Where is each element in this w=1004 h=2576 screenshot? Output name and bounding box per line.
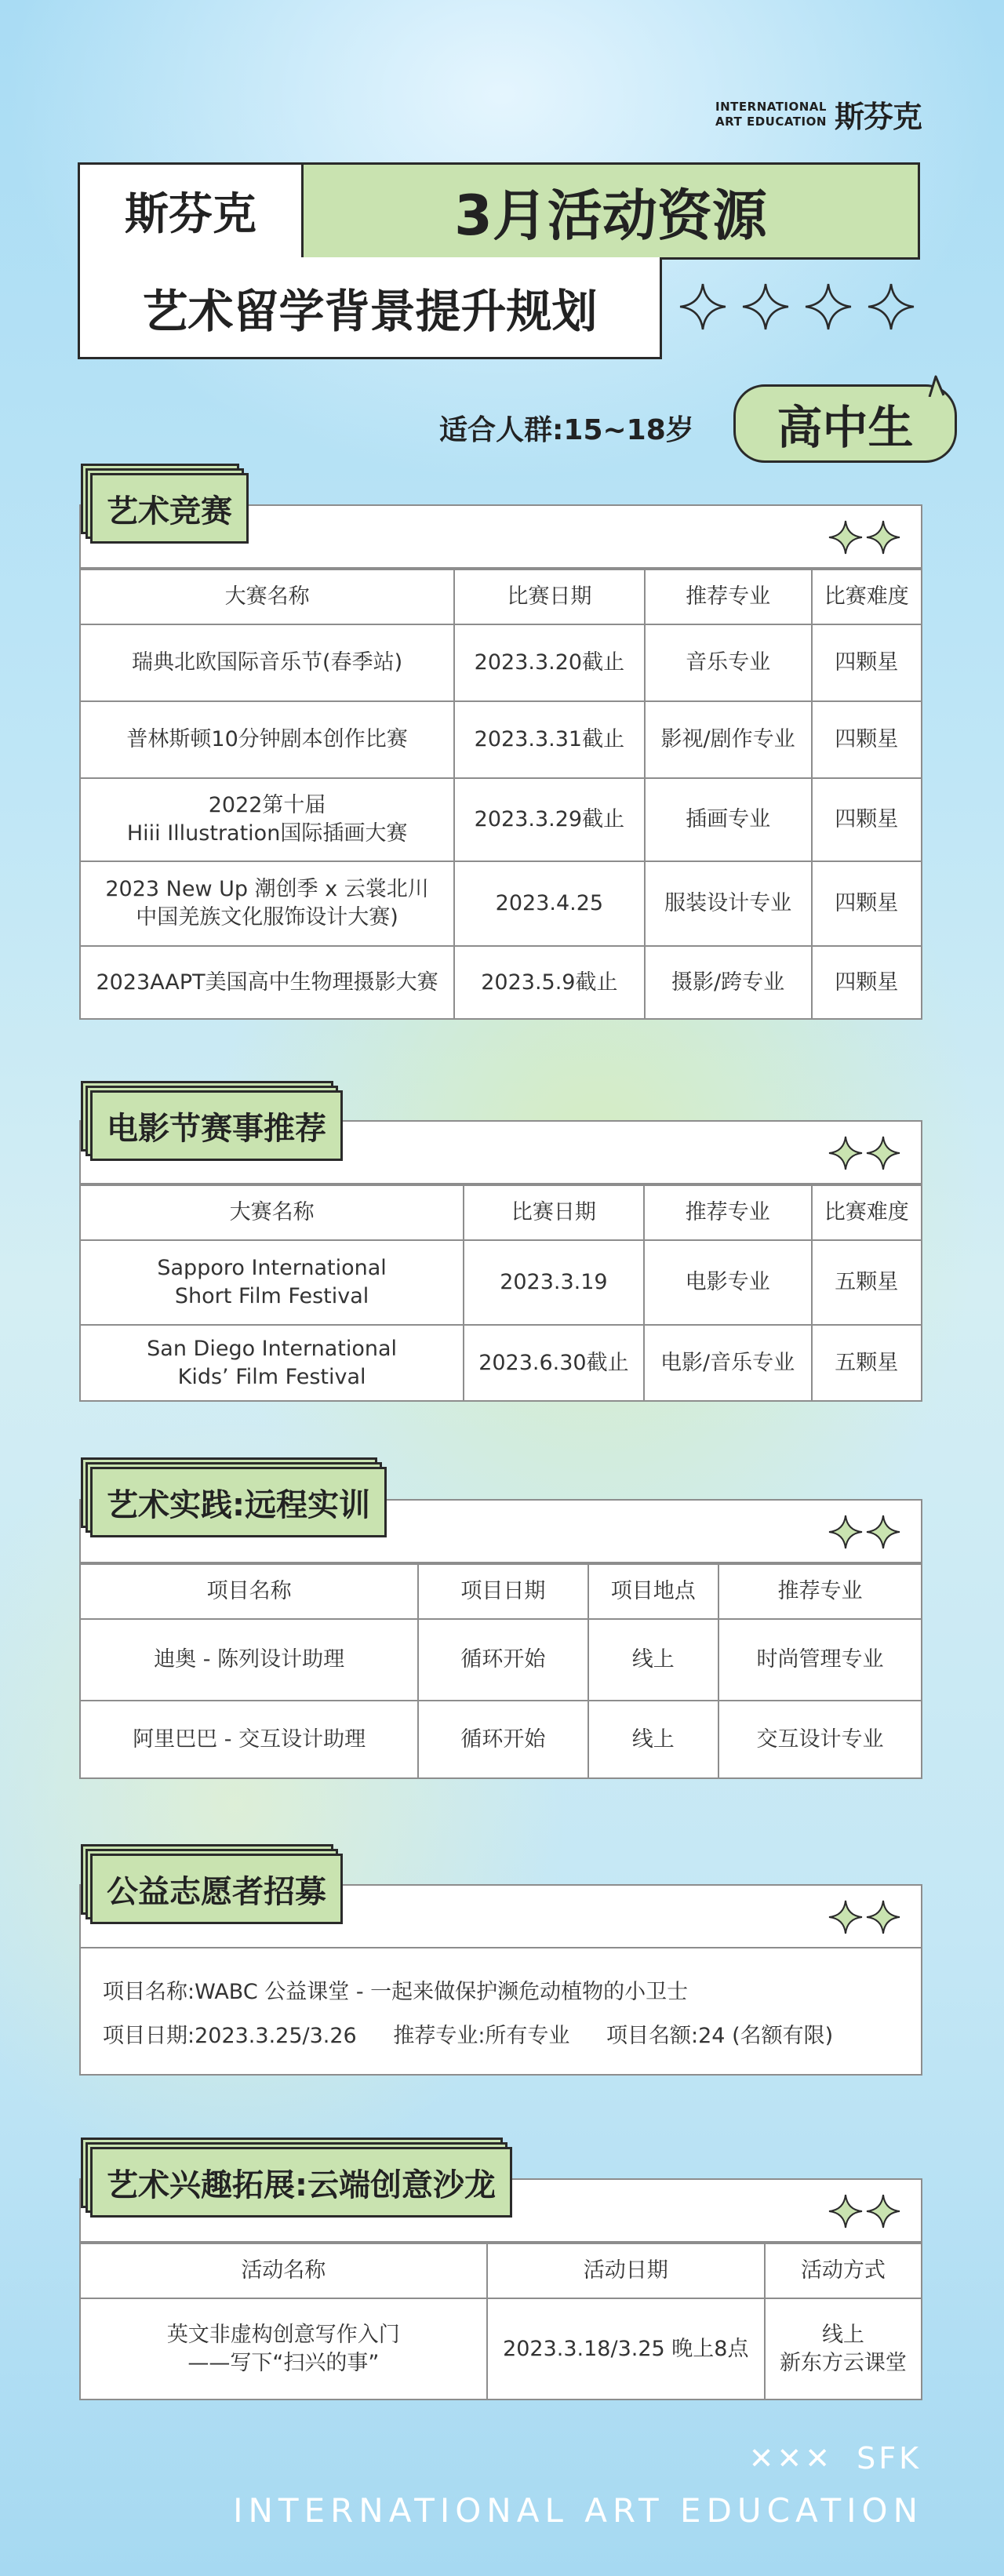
- sparkle-icon: [828, 1515, 863, 1549]
- table-cell: 2023.6.30截止: [464, 1325, 643, 1400]
- column-header: 项目名称: [81, 1564, 418, 1619]
- table-cell: 循环开始: [418, 1619, 587, 1701]
- column-header: 比赛日期: [454, 569, 644, 624]
- mini-sparkles: [828, 2194, 900, 2229]
- audience-label: 适合人群:15~18岁: [439, 414, 694, 446]
- table-cell: 线上: [588, 1701, 718, 1777]
- table-cell: 2023.5.9截止: [454, 946, 644, 1018]
- brand-en-line2: ART EDUCATION: [715, 114, 827, 129]
- film-table: [81, 1184, 921, 1400]
- sparkle-icon: [804, 282, 853, 331]
- sparkle-icon: [828, 1900, 863, 1934]
- section-tag: 艺术竞赛: [90, 473, 249, 544]
- section-tag: 艺术兴趣拓展:云端创意沙龙: [90, 2147, 512, 2218]
- table-cell: 2023AAPT美国高中生物理摄影大赛: [81, 946, 454, 1018]
- table-cell: 电影/音乐专业: [644, 1325, 812, 1400]
- table-row: [81, 1325, 921, 1400]
- table-row: [81, 1240, 921, 1325]
- sparkle-icon: [828, 1136, 863, 1170]
- table-cell: 影视/剧作专业: [645, 701, 812, 778]
- table-cell: 线上: [588, 1619, 718, 1701]
- mini-sparkles: [828, 1515, 900, 1549]
- table-header-row: [81, 2243, 921, 2298]
- table-cell: 2023.3.29截止: [454, 778, 644, 861]
- table-cell: 2022第十届 Hiii Illustration国际插画大赛: [81, 778, 454, 861]
- section-tag: 公益志愿者招募: [90, 1854, 343, 1924]
- table-cell: 插画专业: [645, 778, 812, 861]
- table-cell: 阿里巴巴 - 交互设计助理: [81, 1701, 418, 1777]
- table-header-row: [81, 569, 921, 624]
- brand-en-line1: INTERNATIONAL: [715, 99, 827, 114]
- footer-english: INTERNATIONAL ART EDUCATION: [233, 2491, 923, 2530]
- column-header: 活动方式: [765, 2243, 921, 2298]
- table-row: [81, 1701, 921, 1777]
- volunteer-project-name: 项目名称:WABC 公益课堂 - 一起来做保护濒危动植物的小卫士: [103, 1980, 689, 2004]
- table-cell: 2023.3.18/3.25 晚上8点: [487, 2298, 765, 2399]
- footer-cross-icon: ✕✕✕: [748, 2441, 834, 2476]
- volunteer-quota: 项目名额:24 (名额有限): [606, 2024, 834, 2048]
- table-cell: 迪奥 - 陈列设计助理: [81, 1619, 418, 1701]
- table-row: [81, 861, 921, 946]
- table-cell: 摄影/跨专业: [645, 946, 812, 1018]
- volunteer-meta: [103, 2014, 921, 2058]
- sparkle-decoration: [678, 282, 915, 331]
- section-tag: 电影节赛事推荐: [90, 1090, 343, 1161]
- page-subtitle: 艺术留学背景提升规划: [78, 257, 662, 359]
- column-header: 推荐专业: [644, 1185, 812, 1240]
- mini-sparkles: [828, 1900, 900, 1934]
- table-cell: 瑞典北欧国际音乐节(春季站): [81, 624, 454, 701]
- column-header: 项目日期: [418, 1564, 587, 1619]
- section-film-festivals: [79, 1120, 922, 1402]
- table-cell: 音乐专业: [645, 624, 812, 701]
- table-cell: 线上 新东方云课堂: [765, 2298, 921, 2399]
- competitions-table: [81, 569, 921, 1018]
- sparkle-icon: [678, 282, 727, 331]
- table-cell: 四颗星: [812, 946, 921, 1018]
- header-brand: 斯芬克: [80, 165, 304, 257]
- table-cell: 时尚管理专业: [718, 1619, 921, 1701]
- sparkle-icon: [866, 1136, 900, 1170]
- volunteer-date: 项目日期:2023.3.25/3.26: [103, 2024, 357, 2048]
- table-row: [81, 2298, 921, 2399]
- sparkle-icon: [866, 2194, 900, 2229]
- section-art-competitions: [79, 504, 922, 1020]
- practice-table: [81, 1563, 921, 1777]
- sparkle-icon: [867, 282, 915, 331]
- page-title: 3月活动资源: [304, 165, 918, 257]
- sparkle-icon: [828, 2194, 863, 2229]
- section-remote-practice: [79, 1499, 922, 1779]
- column-header: 活动日期: [487, 2243, 765, 2298]
- sparkle-icon: [741, 282, 790, 331]
- table-cell: 2023 New Up 潮创季 x 云裳北川 中国羌族文化服饰设计大赛): [81, 861, 454, 946]
- column-header: 推荐专业: [645, 569, 812, 624]
- section-tag: 艺术实践:远程实训: [90, 1467, 387, 1537]
- table-cell: 服装设计专业: [645, 861, 812, 946]
- volunteer-major: 推荐专业:所有专业: [393, 2024, 570, 2048]
- table-cell: 交互设计专业: [718, 1701, 921, 1777]
- mini-sparkles: [828, 1136, 900, 1170]
- brand-logo: [715, 93, 922, 136]
- table-row: [81, 778, 921, 861]
- table-cell: 四颗星: [812, 778, 921, 861]
- sparkle-icon: [866, 1900, 900, 1934]
- table-cell: 四颗星: [812, 624, 921, 701]
- table-cell: 四颗星: [812, 701, 921, 778]
- brand-english: [715, 100, 827, 129]
- column-header: 推荐专业: [718, 1564, 921, 1619]
- table-cell: 循环开始: [418, 1701, 587, 1777]
- table-cell: 五颗星: [812, 1240, 921, 1325]
- column-header: 项目地点: [588, 1564, 718, 1619]
- volunteer-details: [81, 1948, 921, 2058]
- table-cell: 2023.3.20截止: [454, 624, 644, 701]
- mini-sparkles: [828, 520, 900, 555]
- table-header-row: [81, 1185, 921, 1240]
- sparkle-icon: [828, 520, 863, 555]
- salon-table: [81, 2243, 921, 2399]
- column-header: 大赛名称: [81, 1185, 464, 1240]
- table-row: [81, 701, 921, 778]
- table-cell: Sapporo International Short Film Festival: [81, 1240, 464, 1325]
- footer-mark: [749, 2441, 922, 2476]
- table-cell: 普林斯顿10分钟剧本创作比赛: [81, 701, 454, 778]
- sparkle-icon: [866, 1515, 900, 1549]
- table-cell: 2023.4.25: [454, 861, 644, 946]
- audience-badge: 高中生: [733, 384, 957, 463]
- table-cell: 2023.3.19: [464, 1240, 643, 1325]
- table-cell: 电影专业: [644, 1240, 812, 1325]
- table-cell: San Diego International Kids’ Film Festival: [81, 1325, 464, 1400]
- brand-chinese: 斯芬克: [834, 100, 922, 134]
- column-header: 比赛难度: [812, 569, 921, 624]
- speech-tail-icon: [928, 375, 945, 397]
- header-title-bar: [78, 162, 920, 260]
- column-header: 活动名称: [81, 2243, 487, 2298]
- column-header: 比赛日期: [464, 1185, 643, 1240]
- table-cell: 四颗星: [812, 861, 921, 946]
- table-cell: 五颗星: [812, 1325, 921, 1400]
- table-header-row: [81, 1564, 921, 1619]
- footer-sfk: SFK: [857, 2441, 922, 2476]
- table-row: [81, 1619, 921, 1701]
- sparkle-icon: [866, 520, 900, 555]
- table-cell: 英文非虚构创意写作入门 ——写下“扫兴的事”: [81, 2298, 487, 2399]
- table-row: [81, 946, 921, 1018]
- table-cell: 2023.3.31截止: [454, 701, 644, 778]
- column-header: 比赛难度: [812, 1185, 921, 1240]
- table-row: [81, 624, 921, 701]
- column-header: 大赛名称: [81, 569, 454, 624]
